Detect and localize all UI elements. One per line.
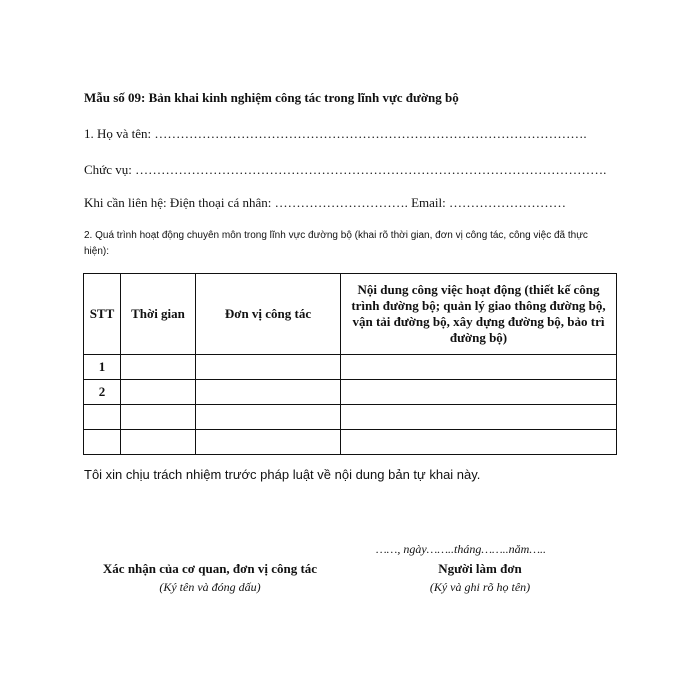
- table-body: [84, 355, 617, 455]
- header-work-content: Nội dung công việc hoạt động (thiết kế công trình đường bộ; quản lý giao thông đường bộ, vận tải đường bộ, xây dựng đường bộ, bảo trì đường bộ): [341, 274, 617, 355]
- position-line: Chức vụ: ……………………………………………………………………………………………….: [84, 162, 607, 177]
- table-row: [84, 430, 617, 455]
- organization-confirmation-block: [70, 560, 350, 596]
- applicant-signature-block: [370, 560, 590, 596]
- applicant-signature-title: Người làm đơn: [438, 561, 522, 576]
- cell-workplace: [196, 355, 341, 380]
- cell-stt: 2: [84, 380, 121, 405]
- cell-work-content: [341, 380, 617, 405]
- work-history-instruction: 2. Quá trình hoạt động chuyên môn trong lĩnh vực đường bộ (khai rõ thời gian, đơn vị công tác, công việc đã thực hiện):: [84, 230, 588, 257]
- work-history-table: [83, 273, 617, 455]
- form-title: Mẫu số 09: Bản khai kinh nghiệm công tác trong lĩnh vực đường bộ: [84, 90, 459, 105]
- organization-confirmation-title: Xác nhận của cơ quan, đơn vị công tác: [102, 561, 318, 576]
- header-stt: STT: [84, 274, 121, 355]
- table-header-row: [84, 274, 617, 355]
- cell-workplace: [196, 430, 341, 455]
- cell-stt: 1: [84, 355, 121, 380]
- table-row: [84, 405, 617, 430]
- cell-stt: [84, 430, 121, 455]
- cell-workplace: [196, 405, 341, 430]
- header-time: Thời gian: [121, 274, 196, 355]
- cell-time: [121, 380, 196, 405]
- cell-work-content: [341, 405, 617, 430]
- table-row: [84, 380, 617, 405]
- cell-time: [121, 405, 196, 430]
- date-line: ……, ngày……..tháng……..năm…..: [376, 542, 547, 556]
- contact-line: Khi cần liên hệ: Điện thoại cá nhân: …………………………. Email: ………………………: [84, 195, 567, 210]
- commitment-statement: Tôi xin chịu trách nhiệm trước pháp luật về nội dung bản tự khai này.: [84, 467, 481, 482]
- organization-confirmation-subtitle: (Ký tên và đóng dấu): [159, 580, 261, 594]
- cell-time: [121, 430, 196, 455]
- table-row: [84, 355, 617, 380]
- applicant-signature-subtitle: (Ký và ghi rõ họ tên): [429, 580, 531, 594]
- cell-work-content: [341, 430, 617, 455]
- cell-work-content: [341, 355, 617, 380]
- header-workplace: Đơn vị công tác: [196, 274, 341, 355]
- cell-time: [121, 355, 196, 380]
- cell-stt: [84, 405, 121, 430]
- full-name-line: 1. Họ và tên: ……………………………………………………………………………………….: [84, 126, 587, 141]
- cell-workplace: [196, 380, 341, 405]
